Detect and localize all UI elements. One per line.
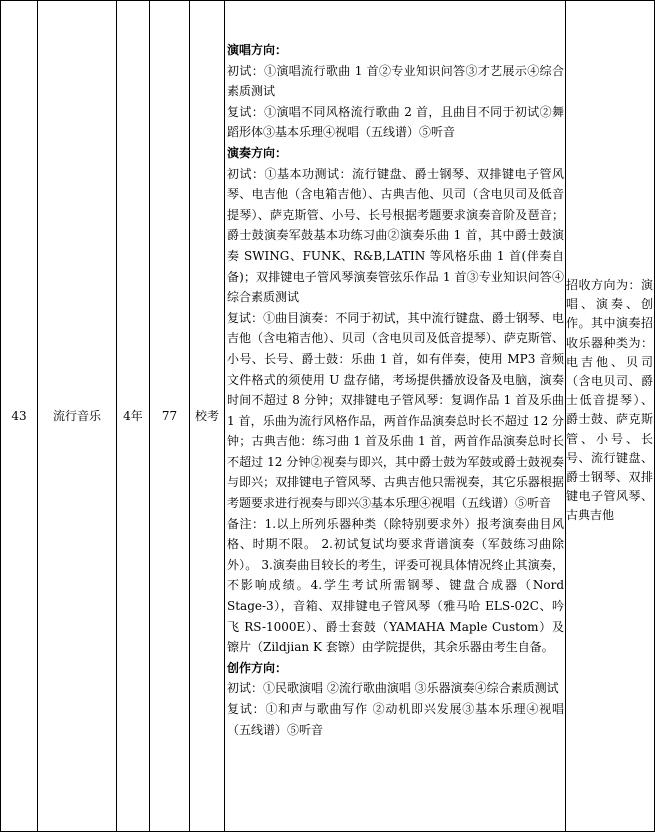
- major-name: 流行音乐: [52, 409, 101, 423]
- column-divider: [224, 0, 225, 832]
- singing-section-title: 演唱方向：: [227, 43, 288, 57]
- composition-initial-exam: 初试：①民歌演唱 ②流行歌曲演唱 ③乐器演奏④综合素质测试: [227, 681, 559, 696]
- singing-initial-exam: 初试：①演唱流行歌曲 1 首②专业知识问答③才艺展示④综合素质测试: [227, 63, 564, 99]
- study-years: 4年: [123, 409, 143, 423]
- performance-remarks: 备注：1.以上所列乐器种类（除特别要求外）报考演奏曲目风格、时期不限。 2.初试复试均要求背谱演奏（军鼓练习曲除外）。 3.演奏曲目较长的考生，评委可视具体情况终止其演奏，不影响成绩。4.学生考试所需钢琴、键盘合成器（Nord Stage-3），音箱、双排键电子管风琴（雅马哈 ELS-02C、吟飞 RS-1000E）、爵士套鼓（YAMAHA Maple Custom）及镲片（Zildjian K 套镲）由学院提供，其余乐器由考生自备。: [227, 516, 564, 655]
- exam-type-cell: [190, 0, 224, 832]
- exam-requirements: [227, 40, 564, 740]
- composition-section-title: 创作方向：: [227, 660, 288, 675]
- row-number-cell: [1, 0, 37, 832]
- composition-retest: 复试：①和声与歌曲写作 ②动机即兴发展③基本乐理④视唱（五线谱）⑤听音: [227, 702, 564, 737]
- enrollment-note: 招收方向为：演唱、演奏、创作。其中演奏招收乐器种类为：电吉他、贝司（含电贝司、爵士低音提琴）、爵士鼓、萨克斯管、小号、长号、流行键盘、爵士钢琴、双排键电子管风琴、古典吉他: [566, 278, 653, 523]
- major-cell: [38, 0, 116, 832]
- code-cell: [150, 0, 189, 832]
- performance-section-title: 演奏方向：: [227, 145, 288, 160]
- years-cell: [117, 0, 149, 832]
- exam-type: 校考: [194, 409, 219, 423]
- row-number: 43: [11, 409, 27, 423]
- singing-retest: 复试：①演唱不同风格流行歌曲 2 首，且曲目不同于初试②舞蹈形体③基本乐理④视唱（五线谱）⑤听音: [227, 104, 564, 140]
- major-code: 77: [161, 409, 178, 423]
- performance-retest: 复试：①曲目演奏：不同于初试，其中流行键盘、爵士钢琴、电吉他（含电箱吉他）、贝司（含电贝司及低音提琴）、萨克斯管、小号、长号、爵士鼓：乐曲 1 首，如有伴奏，使用 MP3 音频文件格式的须使用 U 盘存储，考场提供播放设备及电脑，演奏时间不超过 8 分钟；双排键电子管风琴：复调作品 1 首及乐曲 1 首，乐曲为流行风格作品，两首作品演奏总时长不超过 12 分钟；古典吉他：练习曲 1 首及乐曲 1 首，两首作品演奏总时长不超过 12 分钟②视奏与即兴，其中爵士鼓为军鼓或爵士鼓视奏与即兴；双排键电子管风琴、古典吉他只需视奏，其它乐器根据考题要求进行视奏与即兴③基本乐理④视唱（五线谱）⑤听音: [227, 310, 564, 511]
- performance-initial-exam: 初试：①基本功测试：流行键盘、爵士钢琴、双排键电子管风琴、电吉他（含电箱吉他）、古典吉他、贝司（含电贝司及低音提琴）、萨克斯管、小号、长号根据考题要求演奏音阶及琶音；爵士鼓演奏军鼓基本功练习曲②演奏乐曲 1 首，其中爵士鼓演奏 SWING、FUNK、R&B,LATIN 等风格乐曲 1 首(伴奏自备)；双排键电子管风琴演奏管弦乐作品 1 首③专业知识问答④综合素质测试: [227, 166, 564, 305]
